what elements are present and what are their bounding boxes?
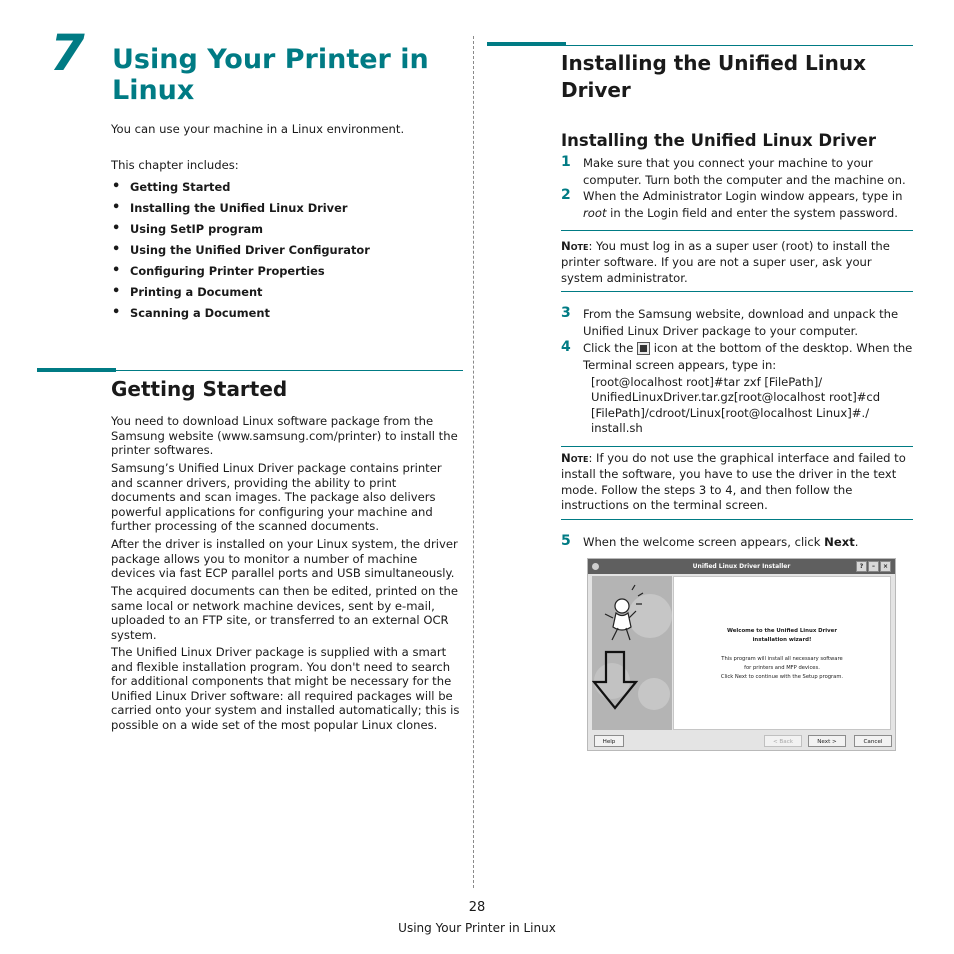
- step-number: 1: [561, 154, 571, 170]
- paragraph: After the driver is installed on your Linux system, the driver package allows you to monitor a number of machine devices via fast ECP parallel ports and USB simultaneously.: [111, 537, 458, 580]
- terminal-command: [root@localhost root]#tar zxf [FilePath]/ UnifiedLinuxDriver.tar.gz[root@localhost root]#cd [FilePath]/cdroot/Linux[root@localhost Linux]#./ install.sh: [591, 375, 881, 435]
- installer-welcome-panel: [673, 576, 891, 730]
- note-rule-bottom: [561, 519, 913, 520]
- contents-item[interactable]: • Installing the Unified Linux Driver: [111, 200, 370, 221]
- page-footer-title: Using Your Printer in Linux: [398, 921, 556, 935]
- section-heading-getting-started: Getting Started: [111, 377, 288, 401]
- installer-side-graphic: [592, 576, 672, 730]
- page-number: 28: [468, 900, 486, 915]
- contents-item[interactable]: • Configuring Printer Properties: [111, 263, 370, 284]
- info-line: This program will install all necessary software: [721, 656, 843, 662]
- contents-item[interactable]: • Getting Started: [111, 179, 370, 200]
- welcome-line: installation wizard!: [752, 637, 812, 643]
- section-heading-installing: Installing the Unified Linux Driver: [561, 51, 867, 102]
- terminal-icon[interactable]: [637, 342, 650, 355]
- section-accent-bar: [37, 368, 116, 372]
- penguin-download-illustration: [592, 576, 672, 730]
- note-label: Note: [561, 239, 589, 253]
- next-keyword: Next: [824, 535, 855, 549]
- step-text: Click the icon at the bottom of the desktop. When the Terminal screen appears, type in:: [583, 341, 913, 372]
- info-line: Click Next to continue with the Setup program.: [720, 674, 844, 680]
- note-box: Note: You must log in as a super user (root) to install the printer software. If you are not a super user, ask your system administrator.: [561, 239, 890, 285]
- includes-label: This chapter includes:: [111, 158, 239, 172]
- contents-item[interactable]: • Printing a Document: [111, 284, 370, 305]
- installer-window-title: Unified Linux Driver Installer: [692, 563, 791, 570]
- column-divider: [473, 36, 474, 888]
- step-number: 3: [561, 305, 571, 321]
- paragraph: Samsung’s Unified Linux Driver package contains printer and scanner drivers, providing the ability to print documents and scan images. The package also delivers powerful applications for configuring your machine and further processing of the scanned documents.: [111, 461, 442, 533]
- section-rule: [116, 370, 463, 371]
- step-text: Make sure that you connect your machine to your computer. Turn both the computer and the machine on.: [583, 156, 906, 187]
- contents-item[interactable]: • Scanning a Document: [111, 305, 370, 326]
- step-number: 5: [561, 533, 571, 549]
- paragraph: The Unified Linux Driver package is supplied with a smart and flexible installation program. You don't need to search for additional components that might be necessary for the Unified Linux Driver software: all required packages will be carried onto your system and installed automatically; this is possible on a wide set of the most popular Linux clones.: [111, 645, 460, 732]
- subheading-installing: Installing the Unified Linux Driver: [561, 131, 876, 150]
- chapter-number: 7: [50, 24, 85, 82]
- note-box: Note: If you do not use the graphical interface and failed to install the software, you have to use the driver in the text mode. Follow the steps 3 to 4, and then follow the instructions on the terminal screen.: [561, 451, 906, 513]
- chapter-intro: You can use your machine in a Linux environment.: [111, 122, 405, 136]
- info-line: for printers and MFP devices.: [744, 665, 820, 671]
- help-button[interactable]: Help: [594, 735, 624, 747]
- step-number: 4: [561, 339, 571, 355]
- contents-item[interactable]: • Using the Unified Driver Configurator: [111, 242, 370, 263]
- back-button[interactable]: < Back: [764, 735, 802, 747]
- section-rule: [566, 45, 913, 46]
- welcome-line: Welcome to the Unified Linux Driver: [727, 628, 837, 634]
- contents-item[interactable]: • Using SetIP program: [111, 221, 370, 242]
- step-number: 2: [561, 187, 571, 203]
- titlebar-help-icon[interactable]: ?: [856, 561, 867, 572]
- installer-titlebar: [588, 559, 895, 574]
- window-icon: [592, 563, 599, 570]
- note-label: Note: [561, 451, 589, 465]
- chapter-title: Using Your Printer in Linux: [112, 44, 429, 106]
- step-text: When the Administrator Login window appears, type in root in the Login field and enter the system password.: [583, 189, 903, 220]
- paragraph: You need to download Linux software package from the Samsung website (www.samsung.com/printer) to install the printer softwares.: [111, 414, 458, 457]
- note-rule-top: [561, 230, 913, 231]
- installer-screenshot: [587, 558, 896, 751]
- titlebar-minimize-icon[interactable]: –: [868, 561, 879, 572]
- paragraph: The acquired documents can then be edited, printed on the same local or network machine devices, sent by e-mail, uploaded to an FTP site, or transferred to an external OCR system.: [111, 584, 459, 642]
- chapter-contents-list: [111, 179, 370, 326]
- step-text: From the Samsung website, download and unpack the Unified Linux Driver package to your computer.: [583, 307, 899, 338]
- root-username: root: [583, 205, 607, 220]
- step-text: When the welcome screen appears, click Next.: [583, 535, 859, 549]
- next-button[interactable]: Next >: [808, 735, 846, 747]
- note-rule-bottom: [561, 291, 913, 292]
- section-accent-bar: [487, 42, 566, 46]
- titlebar-close-icon[interactable]: ×: [880, 561, 891, 572]
- cancel-button[interactable]: Cancel: [854, 735, 892, 747]
- note-rule-top: [561, 446, 913, 447]
